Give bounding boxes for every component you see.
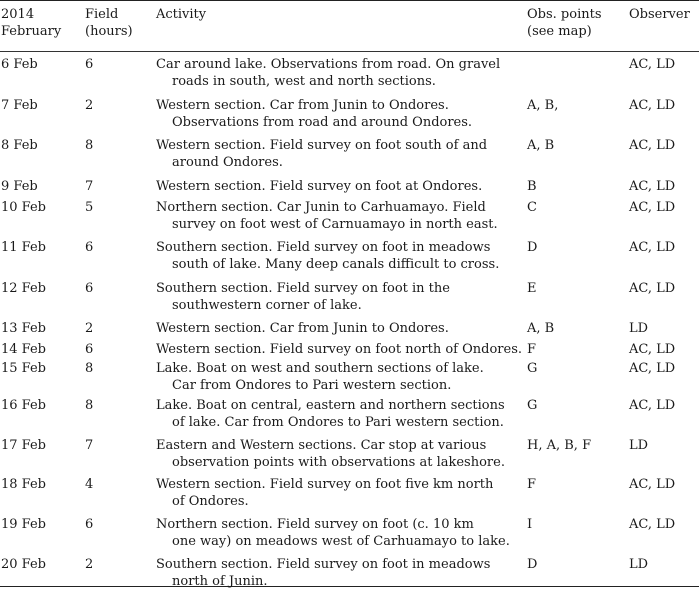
table-row xyxy=(0,52,699,93)
row-date: 9 Feb xyxy=(0,174,85,196)
row-observer: AC, LD xyxy=(629,195,699,235)
activity-line-1: Southern section. Field survey on foot in meadows xyxy=(156,557,490,572)
activity-line-2: observation points with observations at lakeshore. xyxy=(156,455,527,472)
activity-line-1: Western section. Field survey on foot south of and xyxy=(156,138,487,153)
row-date: 13 Feb xyxy=(0,316,85,338)
row-activity xyxy=(156,235,527,276)
row-observer: LD xyxy=(629,552,699,590)
row-obs-points: A, B xyxy=(527,316,629,338)
row-hours: 8 xyxy=(85,133,156,174)
row-obs-points: B xyxy=(527,174,629,196)
row-activity xyxy=(156,433,527,472)
table-row xyxy=(0,93,699,133)
activity-line-1: Western section. Car from Junin to Ondores. xyxy=(156,321,449,336)
row-obs-points: H, A, B, F xyxy=(527,433,629,472)
table-row xyxy=(0,472,699,512)
row-observer: AC, LD xyxy=(629,276,699,316)
row-obs-points: C xyxy=(527,195,629,235)
row-hours: 6 xyxy=(85,235,156,276)
row-observer: AC, LD xyxy=(629,337,699,359)
activity-line-2: of lake. Car from Ondores to Pari western section. xyxy=(156,415,527,432)
row-date: 7 Feb xyxy=(0,93,85,133)
row-observer: AC, LD xyxy=(629,356,699,394)
row-obs-points: F xyxy=(527,472,629,512)
row-date: 14 Feb xyxy=(0,337,85,359)
row-activity xyxy=(156,552,527,590)
row-date: 8 Feb xyxy=(0,133,85,174)
activity-line-1: Western section. Car from Junin to Ondores. xyxy=(156,98,449,113)
table-row xyxy=(0,174,699,195)
row-hours: 8 xyxy=(85,356,156,394)
table-row xyxy=(0,337,699,356)
row-obs-points: A, B xyxy=(527,133,629,174)
row-obs-points: G xyxy=(527,393,629,433)
row-date: 17 Feb xyxy=(0,433,85,472)
activity-line-2: roads in south, west and north sections. xyxy=(156,74,527,91)
table-row xyxy=(0,433,699,472)
table-row xyxy=(0,356,699,393)
activity-line-2: Observations from road and around Ondores. xyxy=(156,115,527,132)
activity-line-1: Lake. Boat on west and southern sections of lake. xyxy=(156,361,484,376)
table-row xyxy=(0,393,699,433)
row-observer: AC, LD xyxy=(629,93,699,133)
row-observer: LD xyxy=(629,433,699,472)
activity-line-1: Northern section. Car Junin to Carhuamayo. Field xyxy=(156,200,486,215)
activity-line-2: around Ondores. xyxy=(156,155,527,172)
table-header xyxy=(0,1,699,52)
activity-line-1: Eastern and Western sections. Car stop at various xyxy=(156,438,486,453)
row-hours: 6 xyxy=(85,52,156,93)
table-row xyxy=(0,276,699,316)
row-observer: AC, LD xyxy=(629,393,699,433)
row-observer: AC, LD xyxy=(629,472,699,512)
row-obs-points: F xyxy=(527,337,629,359)
row-date: 11 Feb xyxy=(0,235,85,276)
row-activity xyxy=(156,276,527,316)
table-row xyxy=(0,552,699,588)
row-activity xyxy=(156,195,527,235)
activity-line-1: Southern section. Field survey on foot in the xyxy=(156,281,450,296)
row-hours: 2 xyxy=(85,93,156,133)
row-observer: AC, LD xyxy=(629,235,699,276)
activity-line-1: Northern section. Field survey on foot (c. 10 km xyxy=(156,517,474,532)
activity-line-1: Western section. Field survey on foot north of Ondores. xyxy=(156,342,522,357)
row-obs-points: I xyxy=(527,512,629,552)
table-row xyxy=(0,512,699,552)
row-activity xyxy=(156,512,527,552)
activity-line-2: north of Junin. xyxy=(156,574,527,590)
row-observer: AC, LD xyxy=(629,133,699,174)
table-row xyxy=(0,195,699,235)
header-date: 2014 February xyxy=(0,7,85,51)
row-obs-points: E xyxy=(527,276,629,316)
row-activity xyxy=(156,472,527,512)
row-activity xyxy=(156,52,527,93)
row-observer: AC, LD xyxy=(629,52,699,93)
activity-line-1: Western section. Field survey on foot at Ondores. xyxy=(156,179,482,194)
row-hours: 2 xyxy=(85,316,156,338)
row-hours: 6 xyxy=(85,512,156,552)
row-obs-points: D xyxy=(527,235,629,276)
row-hours: 4 xyxy=(85,472,156,512)
activity-line-2: south of lake. Many deep canals difficult to cross. xyxy=(156,257,527,274)
header-obs-points: Obs. points (see map) xyxy=(527,7,629,51)
activity-line-1: Southern section. Field survey on foot in meadows xyxy=(156,240,490,255)
row-date: 12 Feb xyxy=(0,276,85,316)
activity-line-2: of Ondores. xyxy=(156,494,527,511)
activity-line-2: one way) on meadows west of Carhuamayo to lake. xyxy=(156,534,527,551)
activity-line-2: southwestern corner of lake. xyxy=(156,298,527,315)
row-activity xyxy=(156,133,527,174)
header-hours: Field (hours) xyxy=(85,7,156,51)
table-row xyxy=(0,316,699,337)
row-date: 18 Feb xyxy=(0,472,85,512)
row-observer: AC, LD xyxy=(629,512,699,552)
row-hours: 6 xyxy=(85,337,156,359)
row-hours: 7 xyxy=(85,433,156,472)
row-activity xyxy=(156,316,527,338)
row-hours: 8 xyxy=(85,393,156,433)
row-observer: LD xyxy=(629,316,699,338)
row-date: 20 Feb xyxy=(0,552,85,590)
row-activity xyxy=(156,174,527,196)
row-hours: 2 xyxy=(85,552,156,590)
row-date: 6 Feb xyxy=(0,52,85,93)
row-activity xyxy=(156,356,527,394)
row-date: 16 Feb xyxy=(0,393,85,433)
activity-line-1: Western section. Field survey on foot five km north xyxy=(156,477,493,492)
row-observer: AC, LD xyxy=(629,174,699,196)
row-date: 10 Feb xyxy=(0,195,85,235)
row-activity xyxy=(156,393,527,433)
row-date: 15 Feb xyxy=(0,356,85,394)
row-hours: 6 xyxy=(85,276,156,316)
table-body xyxy=(0,52,699,588)
row-activity xyxy=(156,93,527,133)
row-date: 19 Feb xyxy=(0,512,85,552)
activity-line-1: Car around lake. Observations from road. On gravel xyxy=(156,57,500,72)
row-hours: 5 xyxy=(85,195,156,235)
table-row xyxy=(0,235,699,276)
row-obs-points: D xyxy=(527,552,629,590)
activity-line-1: Lake. Boat on central, eastern and northern sections xyxy=(156,398,505,413)
activity-line-2: Car from Ondores to Pari western section. xyxy=(156,378,527,395)
row-obs-points: A, B, xyxy=(527,93,629,133)
row-obs-points: G xyxy=(527,356,629,394)
activity-line-2: survey on foot west of Carnuamayo in north east. xyxy=(156,217,527,234)
header-observer: Observer xyxy=(629,7,699,51)
row-obs-points xyxy=(527,52,629,93)
table-row xyxy=(0,133,699,174)
header-activity: Activity xyxy=(156,7,527,51)
row-hours: 7 xyxy=(85,174,156,196)
